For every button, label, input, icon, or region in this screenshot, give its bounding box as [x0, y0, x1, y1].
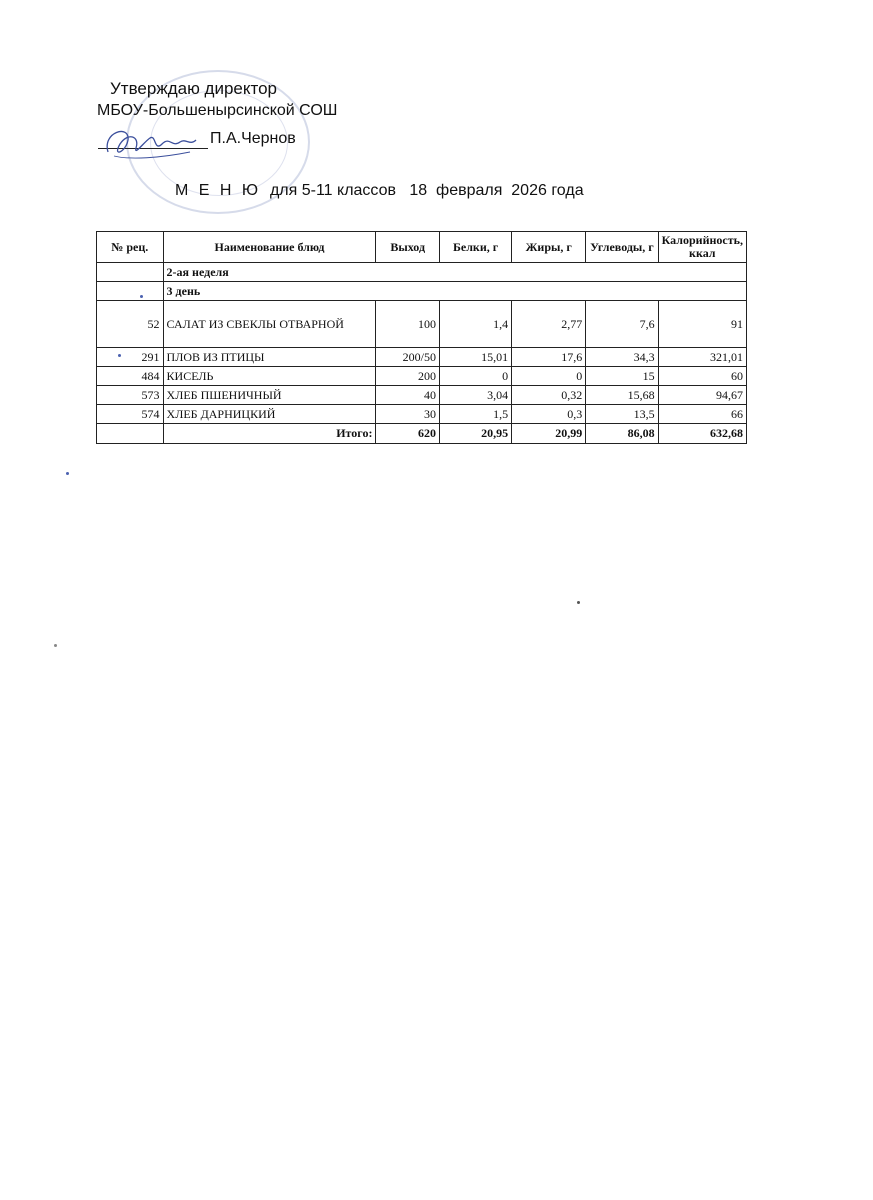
- table-row: [97, 386, 747, 405]
- header-rec: № рец.: [97, 232, 164, 263]
- day-row: [97, 282, 747, 301]
- fat: 17,6: [512, 348, 586, 367]
- table-row: [97, 405, 747, 424]
- day-label: 3 день: [163, 282, 746, 301]
- scan-speck: [577, 601, 580, 604]
- table-header-row: [97, 232, 747, 263]
- header-fat: Жиры, г: [512, 232, 586, 263]
- dish-name: ХЛЕБ ПШЕНИЧНЫЙ: [163, 386, 376, 405]
- table-row: [97, 301, 747, 348]
- protein: 0: [440, 367, 512, 386]
- week-row: [97, 263, 747, 282]
- output: 40: [376, 386, 440, 405]
- fat: 0,32: [512, 386, 586, 405]
- total-kcal: 632,68: [658, 424, 746, 444]
- week-label: 2-ая неделя: [163, 263, 746, 282]
- dish-name: САЛАТ ИЗ СВЕКЛЫ ОТВАРНОЙ: [163, 301, 376, 348]
- total-output: 620: [376, 424, 440, 444]
- carbs: 15: [586, 367, 658, 386]
- table-row: [97, 367, 747, 386]
- kcal: 60: [658, 367, 746, 386]
- fat: 0: [512, 367, 586, 386]
- carbs: 13,5: [586, 405, 658, 424]
- fat: 2,77: [512, 301, 586, 348]
- output: 200: [376, 367, 440, 386]
- header-name: Наименование блюд: [163, 232, 376, 263]
- header-output: Выход: [376, 232, 440, 263]
- header-protein: Белки, г: [440, 232, 512, 263]
- rec-number: 574: [97, 405, 164, 424]
- total-label: Итого:: [163, 424, 376, 444]
- carbs: 15,68: [586, 386, 658, 405]
- total-carbs: 86,08: [586, 424, 658, 444]
- output: 200/50: [376, 348, 440, 367]
- menu-title: [175, 182, 584, 200]
- approval-title: Утверждаю директор: [110, 79, 278, 98]
- output: 100: [376, 301, 440, 348]
- total-row: [97, 424, 747, 444]
- kcal: 66: [658, 405, 746, 424]
- rec-number: 52: [97, 301, 164, 348]
- scan-speck: [66, 472, 69, 475]
- kcal: 91: [658, 301, 746, 348]
- scan-speck: [54, 644, 57, 647]
- dish-name: ХЛЕБ ДАРНИЦКИЙ: [163, 405, 376, 424]
- header-kcal: Калорийность, ккал: [658, 232, 746, 263]
- school-name: МБОУ-Большенырсинской СОШ: [97, 102, 338, 119]
- kcal: 321,01: [658, 348, 746, 367]
- menu-table: [96, 231, 747, 444]
- fat: 0,3: [512, 405, 586, 424]
- scan-speck: [140, 295, 143, 298]
- table-row: [97, 348, 747, 367]
- total-protein: 20,95: [440, 424, 512, 444]
- rec-number: 484: [97, 367, 164, 386]
- scan-speck: [118, 354, 121, 357]
- carbs: 7,6: [586, 301, 658, 348]
- menu-word: М Е Н Ю: [175, 182, 262, 199]
- dish-name: ПЛОВ ИЗ ПТИЦЫ: [163, 348, 376, 367]
- kcal: 94,67: [658, 386, 746, 405]
- output: 30: [376, 405, 440, 424]
- header-carbs: Углеводы, г: [586, 232, 658, 263]
- protein: 3,04: [440, 386, 512, 405]
- total-fat: 20,99: [512, 424, 586, 444]
- protein: 15,01: [440, 348, 512, 367]
- carbs: 34,3: [586, 348, 658, 367]
- protein: 1,4: [440, 301, 512, 348]
- menu-subtitle: для 5-11 классов 18 февраля 2026 года: [261, 182, 584, 199]
- dish-name: КИСЕЛЬ: [163, 367, 376, 386]
- director-name: П.А.Чернов: [210, 130, 296, 147]
- handwritten-signature: [100, 122, 210, 167]
- rec-number: 573: [97, 386, 164, 405]
- rec-number: 291: [97, 348, 164, 367]
- protein: 1,5: [440, 405, 512, 424]
